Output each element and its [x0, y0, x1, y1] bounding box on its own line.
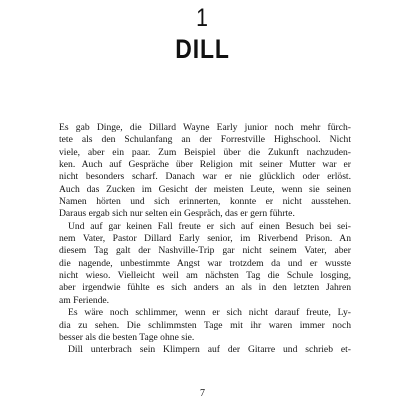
body-line: viele, aber ein paar. Zum Beispiel über die Zukunft nachzuden-	[59, 146, 351, 158]
body-line: nicht besonders scharf. Danach war er nie glücklich oder erlöst.	[59, 171, 351, 183]
body-line: nicht wieso. Vielleicht weil am nächsten Tag die Schule losging,	[59, 270, 351, 282]
body-line: nem Vater, Pastor Dillard Early senior, im Riverbend Prison. An	[59, 233, 351, 245]
body-line: am Feriende.	[59, 294, 110, 306]
body-line: Namen hörten und sich erinnerten, konnte er nicht ausstehen.	[59, 196, 351, 208]
body-line: Auch das Zucken im Gesicht der meisten Leute, wenn sie seinen	[59, 183, 351, 195]
body-line: Daraus ergab sich nur selten ein Gespräch, das er gern führte.	[59, 208, 295, 220]
body-line: Dill unterbrach sein Klimpern auf der Gitarre und schrieb et-	[68, 344, 351, 356]
body-line: besser als die besten Tage ohne sie.	[59, 331, 195, 343]
body-line: Es gab Dinge, die Dillard Wayne Early junior noch mehr fürch-	[59, 122, 351, 133]
chapter-body-text	[59, 122, 351, 357]
body-line: ken. Auch auf Gespräche über Religion mit seiner Mutter war er	[59, 159, 351, 171]
body-line: aber irgendwie fühlte es sich anders an als in den letzten Jahren	[59, 282, 351, 294]
chapter-title: DILL	[175, 34, 230, 64]
body-line: Und auf gar keinen Fall freute er sich auf einen Besuch bei sei-	[68, 220, 351, 232]
chapter-number: 1	[196, 4, 209, 32]
body-line: tete als den Schulanfang an der Forrestville Highschool. Nicht	[59, 134, 351, 146]
body-line: die nagende, unbestimmte Angst war trotzdem da und er wusste	[59, 257, 351, 269]
page-number: 7	[200, 388, 205, 399]
body-line: Es wäre noch schlimmer, wenn er sich nicht darauf freute, Ly-	[68, 307, 351, 319]
body-line: dia zu sehen. Die schlimmsten Tage mit ihr waren immer noch	[59, 319, 351, 331]
body-line: diesem Tag galt der Nashville-Trip gar nicht seinem Vater, aber	[59, 245, 351, 257]
